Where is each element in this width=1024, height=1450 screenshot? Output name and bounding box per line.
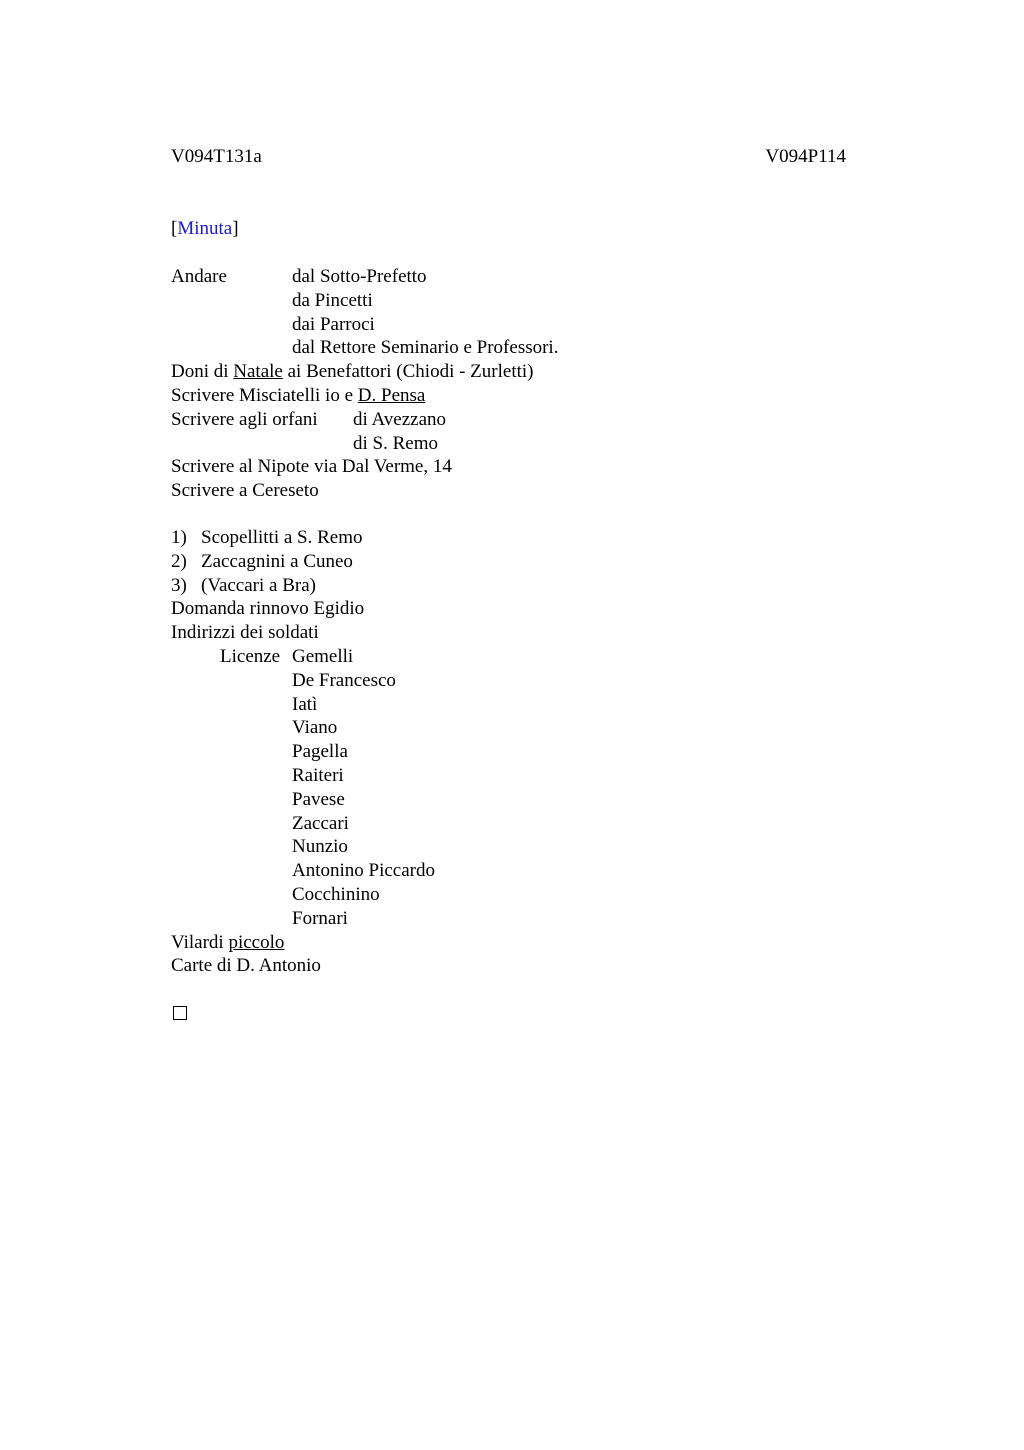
licenze-line bbox=[171, 740, 364, 764]
licenze-name: Viano bbox=[292, 717, 338, 739]
licenze-line bbox=[171, 716, 364, 740]
licenze-name: Pagella bbox=[292, 741, 348, 763]
title-open-bracket: [ bbox=[171, 218, 178, 239]
item-number: 2) bbox=[171, 550, 187, 572]
second-block bbox=[171, 526, 436, 978]
title-close-bracket: ] bbox=[232, 218, 239, 239]
andare-line bbox=[171, 336, 559, 360]
doni-line bbox=[171, 360, 533, 384]
domanda-line: Domanda rinnovo Egidio bbox=[171, 598, 365, 620]
licenze-name: Gemelli bbox=[292, 645, 354, 667]
item-text: Zaccagnini a Cuneo bbox=[201, 550, 353, 572]
licenze-label: Licenze bbox=[220, 645, 281, 667]
doni-pre: Doni di bbox=[171, 361, 234, 383]
misciatelli-line bbox=[171, 384, 533, 408]
cereseto-line: Scrivere a Cereseto bbox=[171, 480, 319, 502]
licenze-name: Pavese bbox=[292, 788, 345, 810]
document-title bbox=[171, 217, 239, 241]
licenze-line bbox=[171, 764, 364, 788]
licenze-line bbox=[171, 669, 396, 693]
document-code: V094T131a bbox=[171, 146, 262, 167]
orfani-label: Scrivere agli orfani bbox=[171, 408, 318, 430]
doni-post: ai Benefattori (Chiodi - Zurletti) bbox=[282, 361, 534, 383]
numbered-item bbox=[171, 526, 364, 550]
andare-item: dal Rettore Seminario e Professori. bbox=[292, 337, 559, 359]
andare-line bbox=[171, 265, 533, 289]
numbered-item bbox=[171, 550, 364, 574]
carte-line: Carte di D. Antonio bbox=[171, 955, 321, 977]
licenze-line bbox=[171, 835, 364, 859]
notes-block bbox=[171, 265, 559, 503]
andare-item: dal Sotto-Prefetto bbox=[292, 266, 427, 287]
licenze-line bbox=[171, 788, 364, 812]
nipote-line: Scrivere al Nipote via Dal Verme, 14 bbox=[171, 456, 452, 478]
vilardi-pre: Vilardi bbox=[171, 931, 229, 953]
orfani-line bbox=[171, 432, 533, 456]
andare-item: dai Parroci bbox=[292, 313, 375, 335]
licenze-name: Raiteri bbox=[292, 764, 344, 786]
andare-label: Andare bbox=[171, 266, 227, 287]
licenze-line bbox=[171, 883, 380, 907]
orfani-item: di S. Remo bbox=[353, 432, 438, 454]
andare-line bbox=[171, 313, 533, 337]
licenze-name: Cocchinino bbox=[292, 883, 380, 905]
andare-item: da Pincetti bbox=[292, 289, 373, 311]
item-text: (Vaccari a Bra) bbox=[201, 574, 316, 596]
licenze-name: De Francesco bbox=[292, 669, 396, 691]
licenze-line bbox=[171, 812, 364, 836]
misciatelli-underlined: D. Pensa bbox=[357, 384, 426, 406]
indirizzi-line: Indirizzi dei soldati bbox=[171, 622, 319, 644]
empty-square-icon bbox=[173, 1006, 187, 1020]
page-code: V094P114 bbox=[765, 146, 846, 167]
licenze-line bbox=[171, 859, 436, 883]
orfani-item: di Avezzano bbox=[353, 408, 447, 430]
andare-line bbox=[171, 289, 533, 313]
item-number: 1) bbox=[171, 527, 187, 548]
licenze-line bbox=[171, 907, 364, 931]
item-text: Scopellitti a S. Remo bbox=[201, 527, 363, 548]
item-number: 3) bbox=[171, 574, 187, 596]
licenze-name: Zaccari bbox=[292, 812, 349, 834]
licenze-name: Nunzio bbox=[292, 836, 348, 858]
licenze-name: Antonino Piccardo bbox=[292, 860, 436, 882]
title-word: Minuta bbox=[177, 218, 233, 239]
licenze-line bbox=[171, 693, 364, 717]
vilardi-line bbox=[171, 931, 364, 955]
vilardi-underlined: piccolo bbox=[228, 931, 285, 953]
doni-underlined: Natale bbox=[233, 361, 283, 383]
orfani-line bbox=[171, 408, 533, 432]
misciatelli-pre: Scrivere Misciatelli io e bbox=[171, 384, 358, 406]
licenze-name: Iatì bbox=[292, 693, 318, 715]
numbered-item bbox=[171, 574, 364, 598]
licenze-name: Fornari bbox=[292, 907, 348, 929]
licenze-line bbox=[171, 645, 364, 669]
